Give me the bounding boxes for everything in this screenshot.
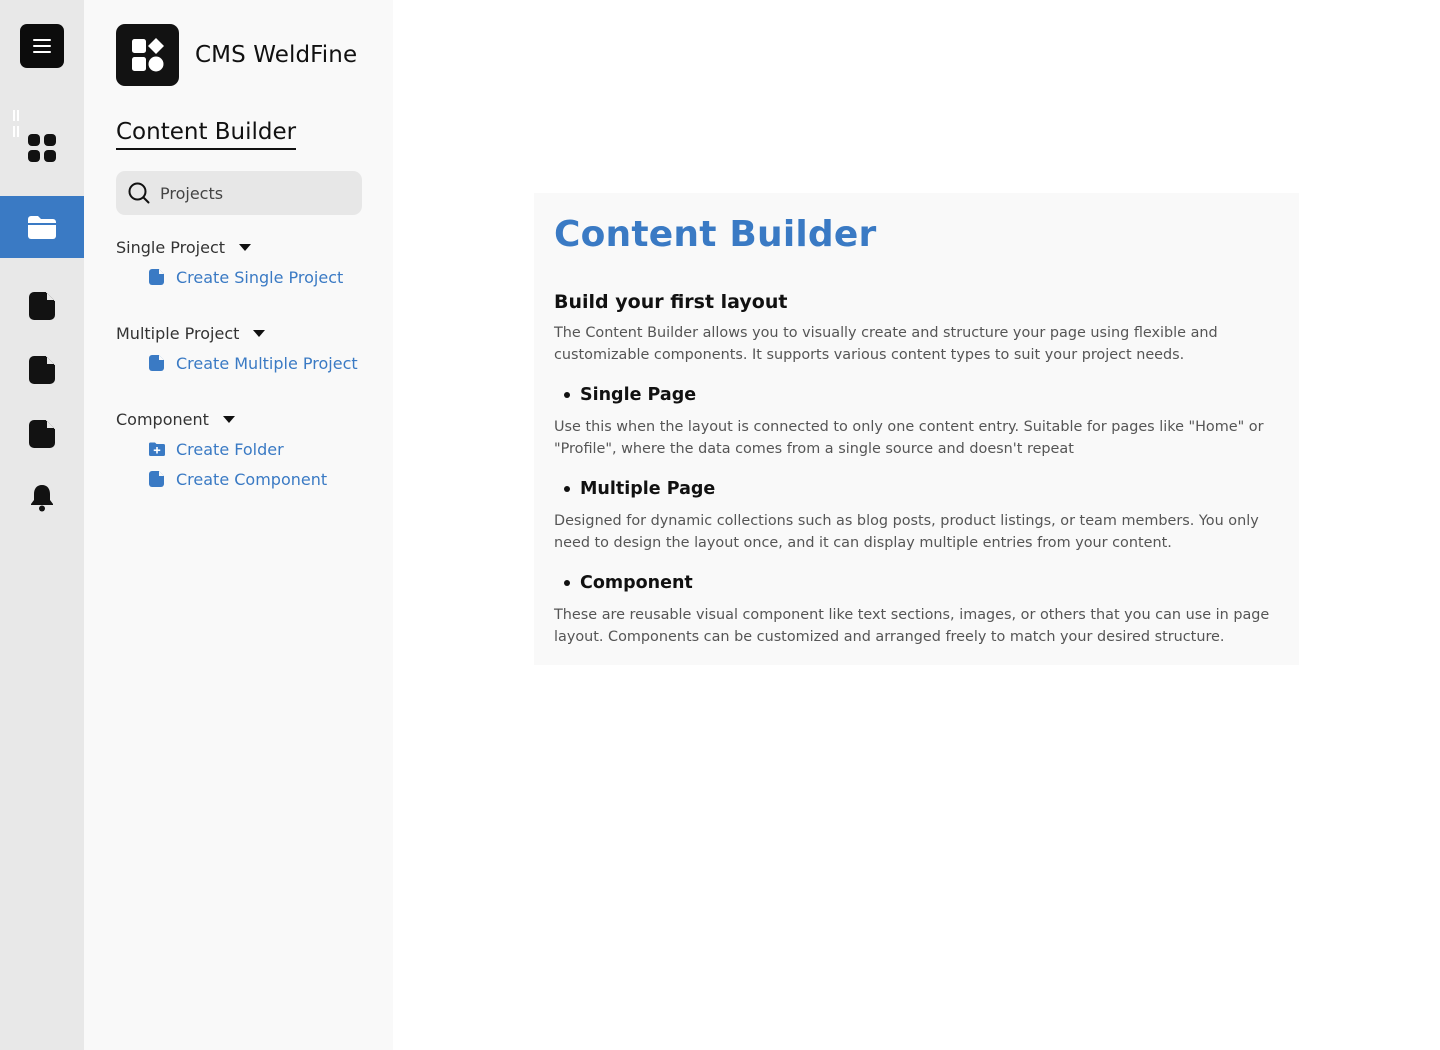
nav-item-create-multiple-project[interactable]: [116, 351, 358, 375]
section-text-multiple-page: Designed for dynamic collections such as blog posts, product listings, or team members. You only need to design the layout once, and it can display multiple entries from your content.: [554, 513, 1259, 551]
section-heading-multiple-page: [554, 476, 1279, 502]
nav-item-label: Create Multiple Project: [176, 353, 358, 373]
nav-item-label: Create Component: [176, 469, 328, 489]
section-heading-text: Component: [580, 573, 693, 593]
section-text-component: These are reusable visual component like text sections, images, or others that you can use in page layout. Components can be customized and arranged freely to match your desired structure.: [554, 607, 1270, 645]
group-label: Component: [116, 409, 209, 429]
rail-item-content[interactable]: [0, 196, 84, 258]
nav-item-create-single-project[interactable]: [116, 265, 343, 289]
shapes-logo-icon: [131, 38, 165, 72]
section-heading-text: Multiple Page: [580, 479, 716, 499]
hamburger-icon: [32, 38, 52, 54]
brand[interactable]: [116, 24, 357, 86]
search-input[interactable]: [160, 184, 350, 203]
nav-item-create-component[interactable]: [116, 467, 327, 491]
section-heading-text: Single Page: [580, 385, 697, 405]
menu-button[interactable]: [20, 24, 64, 68]
sidebar: [84, 0, 393, 1050]
document-icon: [29, 292, 55, 320]
nav-item-label: Create Folder: [176, 439, 284, 459]
section-text-single-page: Use this when the layout is connected to only one content entry. Suitable for pages like "Home" or "Profile", where the data comes from a single source and doesn't repeat: [554, 419, 1264, 457]
grid-icon: [28, 134, 56, 162]
bullet-dot: [564, 486, 570, 492]
group-label: Single Project: [116, 237, 226, 257]
page-subtitle: Build your first layout: [554, 291, 788, 313]
bullet-dot: [564, 580, 570, 586]
info-card: [534, 193, 1299, 665]
page-title: Content Builder: [554, 214, 877, 255]
brand-logo: [116, 24, 179, 86]
rail-item-page-2[interactable]: [0, 339, 84, 401]
document-icon: [149, 269, 165, 285]
group-label: Multiple Project: [116, 323, 240, 343]
rail-item-page-1[interactable]: [0, 275, 84, 337]
section-heading-component: [554, 570, 1279, 596]
bell-icon: [30, 484, 54, 512]
group-toggle-single-project[interactable]: [116, 235, 343, 259]
group-toggle-component[interactable]: [116, 407, 327, 431]
nav-group-multiple-project: [116, 321, 358, 375]
nav-item-label: Create Single Project: [176, 267, 344, 287]
rail-item-page-3[interactable]: [0, 403, 84, 465]
section-heading-single-page: [554, 382, 1279, 408]
caret-down-icon: [253, 330, 265, 337]
document-icon: [29, 356, 55, 384]
caret-down-icon: [239, 244, 251, 251]
sidebar-title: Content Builder: [116, 119, 296, 150]
folder-plus-icon: [149, 441, 165, 457]
folder-icon: [28, 214, 56, 240]
nav-group-component: [116, 407, 327, 491]
caret-down-icon: [223, 416, 235, 423]
document-icon: [149, 471, 165, 487]
brand-name: CMS WeldFine: [195, 42, 358, 68]
search-box[interactable]: [116, 171, 362, 215]
nav-group-single-project: [116, 235, 343, 289]
document-icon: [29, 420, 55, 448]
intro-text: The Content Builder allows you to visually create and structure your page using flexible and customizable components. It supports various content types to suit your project needs.: [554, 325, 1218, 363]
search-icon: [128, 182, 150, 204]
nav-item-create-folder[interactable]: [116, 437, 327, 461]
rail-item-dashboard[interactable]: [0, 117, 84, 179]
document-icon: [149, 355, 165, 371]
rail-item-notifications[interactable]: [0, 467, 84, 529]
icon-rail: [0, 0, 84, 1050]
group-toggle-multiple-project[interactable]: [116, 321, 358, 345]
bullet-dot: [564, 392, 570, 398]
